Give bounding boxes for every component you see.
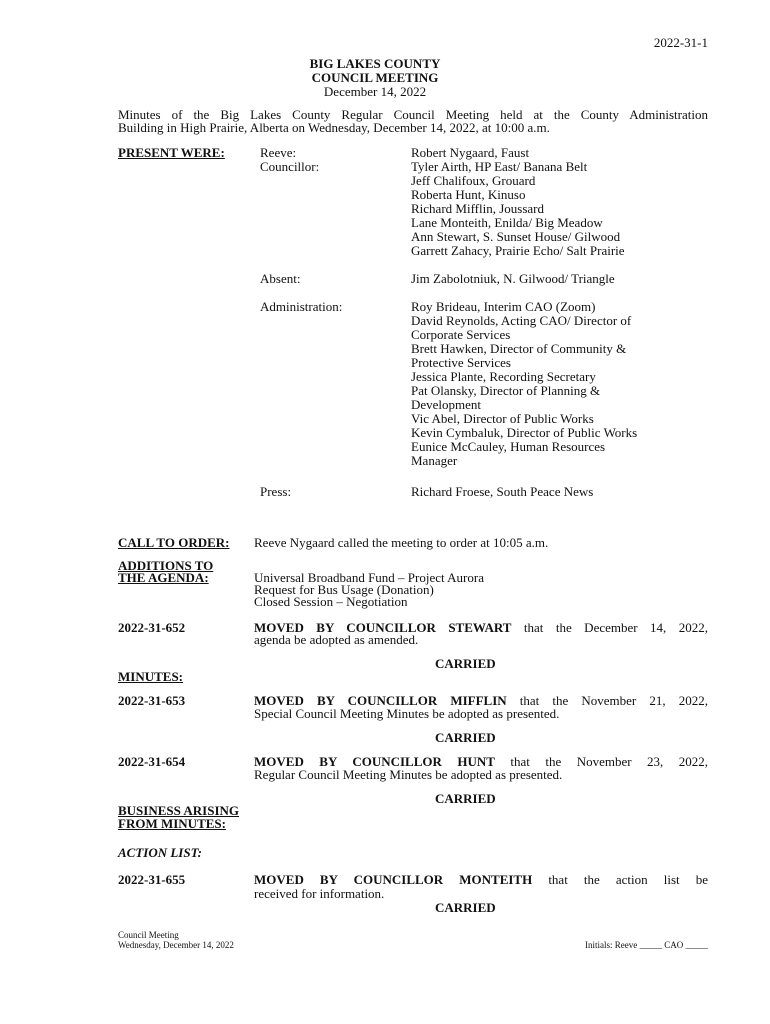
header-county: BIG LAKES COUNTY — [309, 56, 441, 71]
business-heading-line: FROM MINUTES: — [118, 816, 226, 831]
intro-line-1: Minutes of the Big Lakes County Regular Council Meeting held at the County Administration — [118, 107, 708, 122]
motion-mover: MOVED BY COUNCILLOR MIFFLIN — [254, 693, 507, 708]
footer-date: Wednesday, December 14, 2022 — [118, 940, 234, 950]
motion-result: CARRIED — [435, 900, 496, 915]
member-item: Robert Nygaard, Faust — [411, 145, 530, 160]
motion-rest: that the December 14, 2022, — [511, 620, 708, 635]
motion-text-line-2: agenda be adopted as amended. — [254, 632, 419, 647]
motion-rest: that the November 23, 2022, — [494, 754, 709, 769]
minutes-heading: MINUTES: — [118, 669, 184, 684]
motion-rest: that the November 21, 2022, — [506, 693, 708, 708]
call-to-order-heading: CALL TO ORDER: — [118, 535, 230, 550]
member-item: Roberta Hunt, Kinuso — [411, 187, 526, 202]
addition-item: Closed Session – Negotiation — [254, 594, 408, 609]
press-member: Richard Froese, South Peace News — [411, 484, 594, 499]
motion-text-line-1 — [254, 873, 708, 887]
additions-heading — [118, 560, 213, 584]
member-item: Richard Mifflin, Joussard — [411, 201, 544, 216]
admin-item: Roy Brideau, Interim CAO (Zoom) — [411, 299, 596, 314]
member-item: Jeff Chalifoux, Grouard — [411, 173, 536, 188]
member-item: Lane Monteith, Enilda/ Big Meadow — [411, 215, 603, 230]
present-heading: PRESENT WERE: — [118, 145, 225, 160]
footer-initials: Initials: Reeve _____ CAO _____ — [585, 940, 708, 950]
admin-item: Eunice McCauley, Human Resources — [411, 439, 606, 454]
action-list-heading: ACTION LIST: — [118, 845, 202, 860]
motion-result: CARRIED — [435, 730, 496, 745]
member-item: Ann Stewart, S. Sunset House/ Gilwood — [411, 229, 621, 244]
motion-number: 2022-31-654 — [118, 754, 186, 769]
motion-number: 2022-31-652 — [118, 620, 186, 635]
motion-number: 2022-31-653 — [118, 693, 186, 708]
header-meeting: COUNCIL MEETING — [311, 70, 439, 85]
absent-label: Absent: — [260, 271, 301, 286]
admin-list — [411, 300, 637, 468]
motion-mover: MOVED BY COUNCILLOR MONTEITH — [254, 872, 533, 887]
admin-label: Administration: — [260, 299, 343, 314]
addition-item: Request for Bus Usage (Donation) — [254, 582, 434, 597]
admin-item: Brett Hawken, Director of Community & — [411, 341, 627, 356]
motion-result: CARRIED — [435, 791, 496, 806]
members-list — [411, 146, 625, 258]
admin-item: Protective Services — [411, 355, 511, 370]
additions-heading-line: ADDITIONS TO — [118, 558, 214, 573]
admin-item: Jessica Plante, Recording Secretary — [411, 369, 596, 384]
business-heading-line: BUSINESS ARISING — [118, 803, 240, 818]
absent-member: Jim Zabolotniuk, N. Gilwood/ Triangle — [411, 271, 615, 286]
admin-item: Vic Abel, Director of Public Works — [411, 411, 594, 426]
admin-item: Pat Olansky, Director of Planning & — [411, 383, 601, 398]
call-to-order-text: Reeve Nygaard called the meeting to order at 10:05 a.m. — [254, 535, 549, 550]
motion-mover: MOVED BY COUNCILLOR HUNT — [254, 754, 495, 769]
business-heading — [118, 804, 239, 830]
admin-item: Manager — [411, 453, 458, 468]
additions-heading-line: THE AGENDA: — [118, 570, 209, 585]
page-number: 2022-31-1 — [653, 35, 708, 50]
document-header — [0, 57, 750, 85]
councillor-label: Councillor: — [260, 159, 320, 174]
admin-item: David Reynolds, Acting CAO/ Director of — [411, 313, 632, 328]
footer-meeting: Council Meeting — [118, 930, 179, 940]
motion-text-line-2: Special Council Meeting Minutes be adopted as presented. — [254, 706, 560, 721]
member-item: Garrett Zahacy, Prairie Echo/ Salt Prairie — [411, 243, 625, 258]
reeve-label: Reeve: — [260, 145, 297, 160]
admin-item: Corporate Services — [411, 327, 511, 342]
header-date: December 14, 2022 — [323, 84, 427, 99]
admin-item: Kevin Cymbaluk, Director of Public Works — [411, 425, 638, 440]
motion-text-line-2: Regular Council Meeting Minutes be adopted as presented. — [254, 767, 563, 782]
addition-item: Universal Broadband Fund – Project Aurora — [254, 570, 484, 585]
motion-number: 2022-31-655 — [118, 872, 186, 887]
member-item: Tyler Airth, HP East/ Banana Belt — [411, 159, 588, 174]
motion-text-line-2: received for information. — [254, 886, 385, 901]
intro-line-2: Building in High Prairie, Alberta on Wednesday, December 14, 2022, at 10:00 a.m. — [118, 120, 550, 135]
motion-result: CARRIED — [435, 656, 496, 671]
motion-mover: MOVED BY COUNCILLOR STEWART — [254, 620, 512, 635]
admin-item: Development — [411, 397, 482, 412]
additions-list — [254, 572, 484, 608]
motion-rest: that the action list be — [532, 872, 708, 887]
press-label: Press: — [260, 484, 292, 499]
